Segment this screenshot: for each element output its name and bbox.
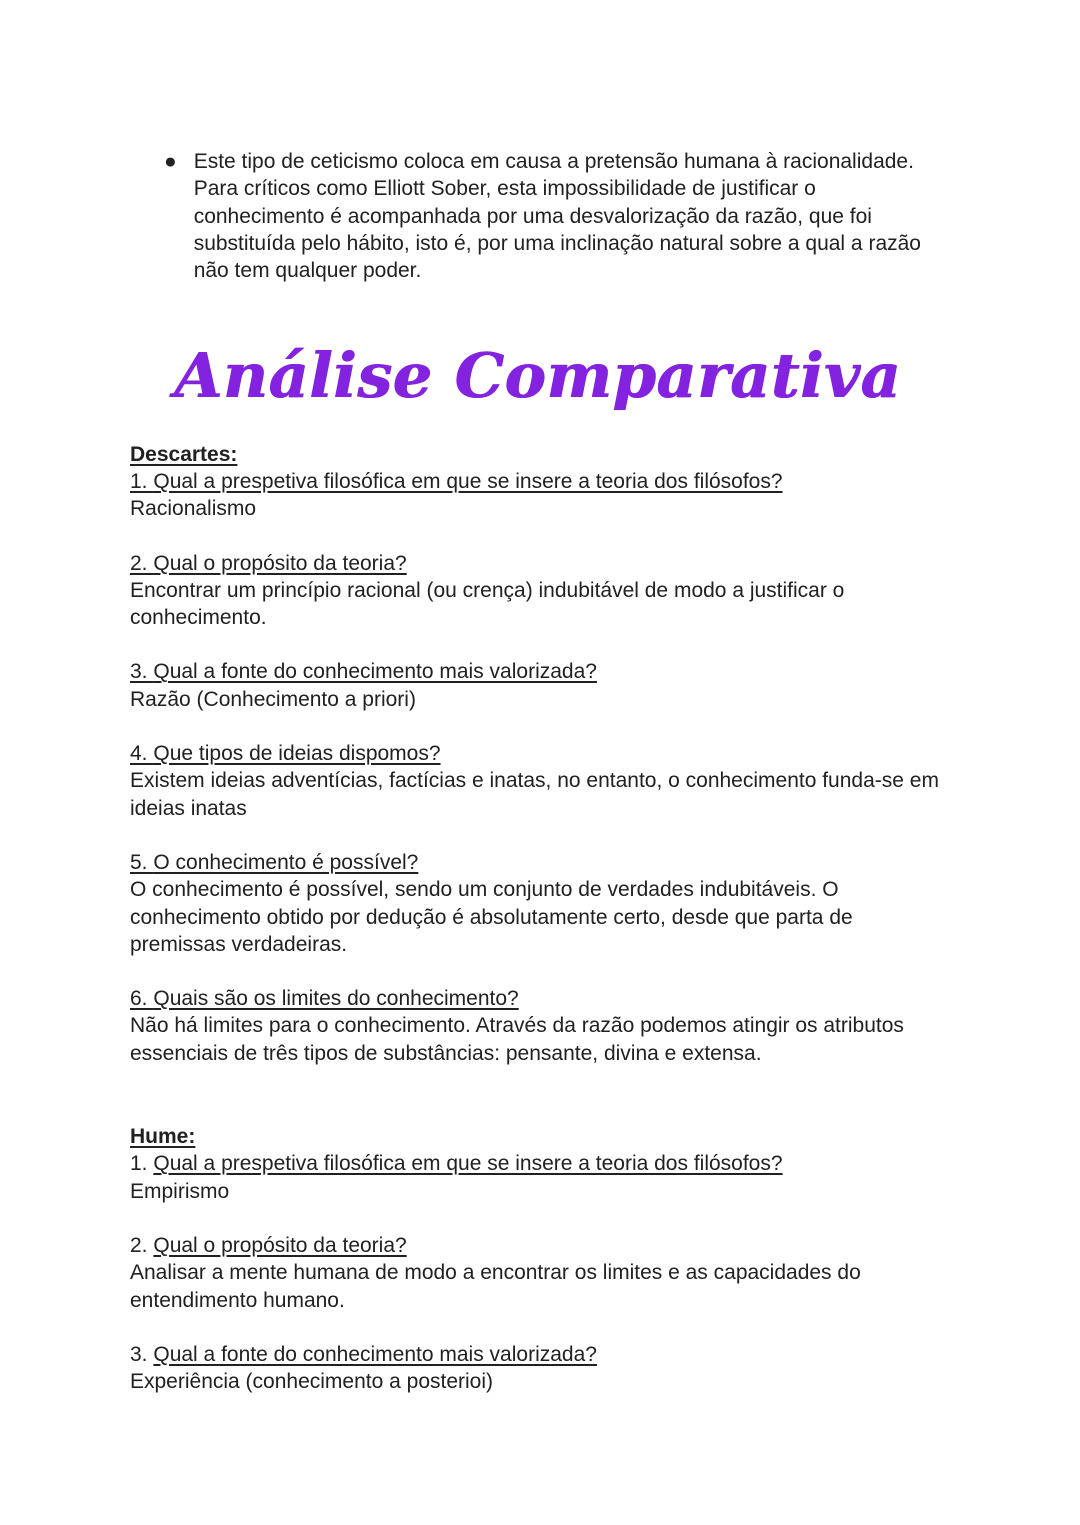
answer: Existem ideias adventícias, factícias e inatas, no entanto, o conhecimento funda-se em ideias inatas [130, 769, 939, 820]
intro-bullet-text: Este tipo de ceticismo coloca em causa a pretensão humana à racionalidade. Para críticos como Elliott Sober, esta impossibilidade de justificar o conhecimento é acompanhada por uma desvalorização da razão, que foi substituída pelo hábito, isto é, por uma inclinação natural sobre a qual a razão não tem qualquer poder. [193, 150, 921, 283]
answer: Não há limites para o conhecimento. Através da razão podemos atingir os atributos essenciais de três tipos de substâncias: pensante, divina e extensa. [130, 1014, 904, 1065]
question [130, 468, 945, 495]
question-number: 4. [130, 742, 148, 766]
question-number: 1. [130, 1152, 148, 1176]
question-number: 3. [130, 1342, 148, 1366]
question-number: 5. [130, 850, 148, 874]
qa-item [130, 1150, 945, 1205]
question-text: Qual a fonte do conhecimento mais valorizada? [153, 1342, 597, 1366]
question [130, 550, 945, 577]
qa-item [130, 985, 945, 1067]
question-text: Qual o propósito da teoria? [153, 551, 407, 575]
question-text: Qual a fonte do conhecimento mais valorizada? [153, 660, 597, 684]
section-heading: Hume: [130, 1125, 196, 1149]
bullet-icon: ● [164, 150, 177, 173]
qa-item [130, 468, 945, 523]
intro-bullet-item [130, 148, 945, 284]
question-number: 2. [130, 551, 148, 575]
question-text: Qual a prespetiva filosófica em que se insere a teoria dos filósofos? [153, 1152, 783, 1176]
question-text: Qual a prespetiva filosófica em que se insere a teoria dos filósofos? [153, 469, 783, 493]
qa-item [130, 658, 945, 713]
question-text: Que tipos de ideias dispomos? [153, 742, 441, 766]
answer: Racionalismo [130, 497, 257, 521]
answer: Experiência (conhecimento a posterioi) [130, 1370, 494, 1394]
answer: Empirismo [130, 1179, 230, 1203]
question-number: 2. [130, 1233, 148, 1257]
qa-item [130, 849, 945, 958]
qa-item [130, 740, 945, 822]
answer: Razão (Conhecimento a priori) [130, 687, 416, 711]
question [130, 658, 945, 685]
qa-item [130, 1341, 945, 1396]
answer: Encontrar um princípio racional (ou crença) indubitável de modo a justificar o conhecimento. [130, 578, 845, 630]
section-descartes [130, 441, 945, 1067]
page-title: Análise Comparativa [174, 339, 901, 413]
question [130, 985, 945, 1012]
question [130, 1150, 945, 1177]
qa-item [130, 550, 945, 632]
question [130, 1341, 945, 1368]
question-text: Quais são os limites do conhecimento? [153, 987, 519, 1011]
section-heading: Descartes: [130, 442, 238, 466]
question [130, 849, 945, 876]
question-text: Qual o propósito da teoria? [153, 1233, 407, 1257]
answer: O conhecimento é possível, sendo um conjunto de verdades indubitáveis. O conhecimento obtido por dedução é absolutamente certo, desde que parta de premissas verdadeiras. [130, 878, 853, 956]
question [130, 740, 945, 767]
qa-item [130, 1232, 945, 1314]
question [130, 1232, 945, 1259]
question-number: 6. [130, 987, 148, 1011]
answer: Analisar a mente humana de modo a encontrar os limites e as capacidades do entendimento humano. [130, 1261, 861, 1312]
section-hume [130, 1123, 945, 1395]
question-number: 1. [130, 469, 148, 493]
question-number: 3. [130, 660, 148, 684]
question-text: O conhecimento é possível? [153, 850, 419, 874]
